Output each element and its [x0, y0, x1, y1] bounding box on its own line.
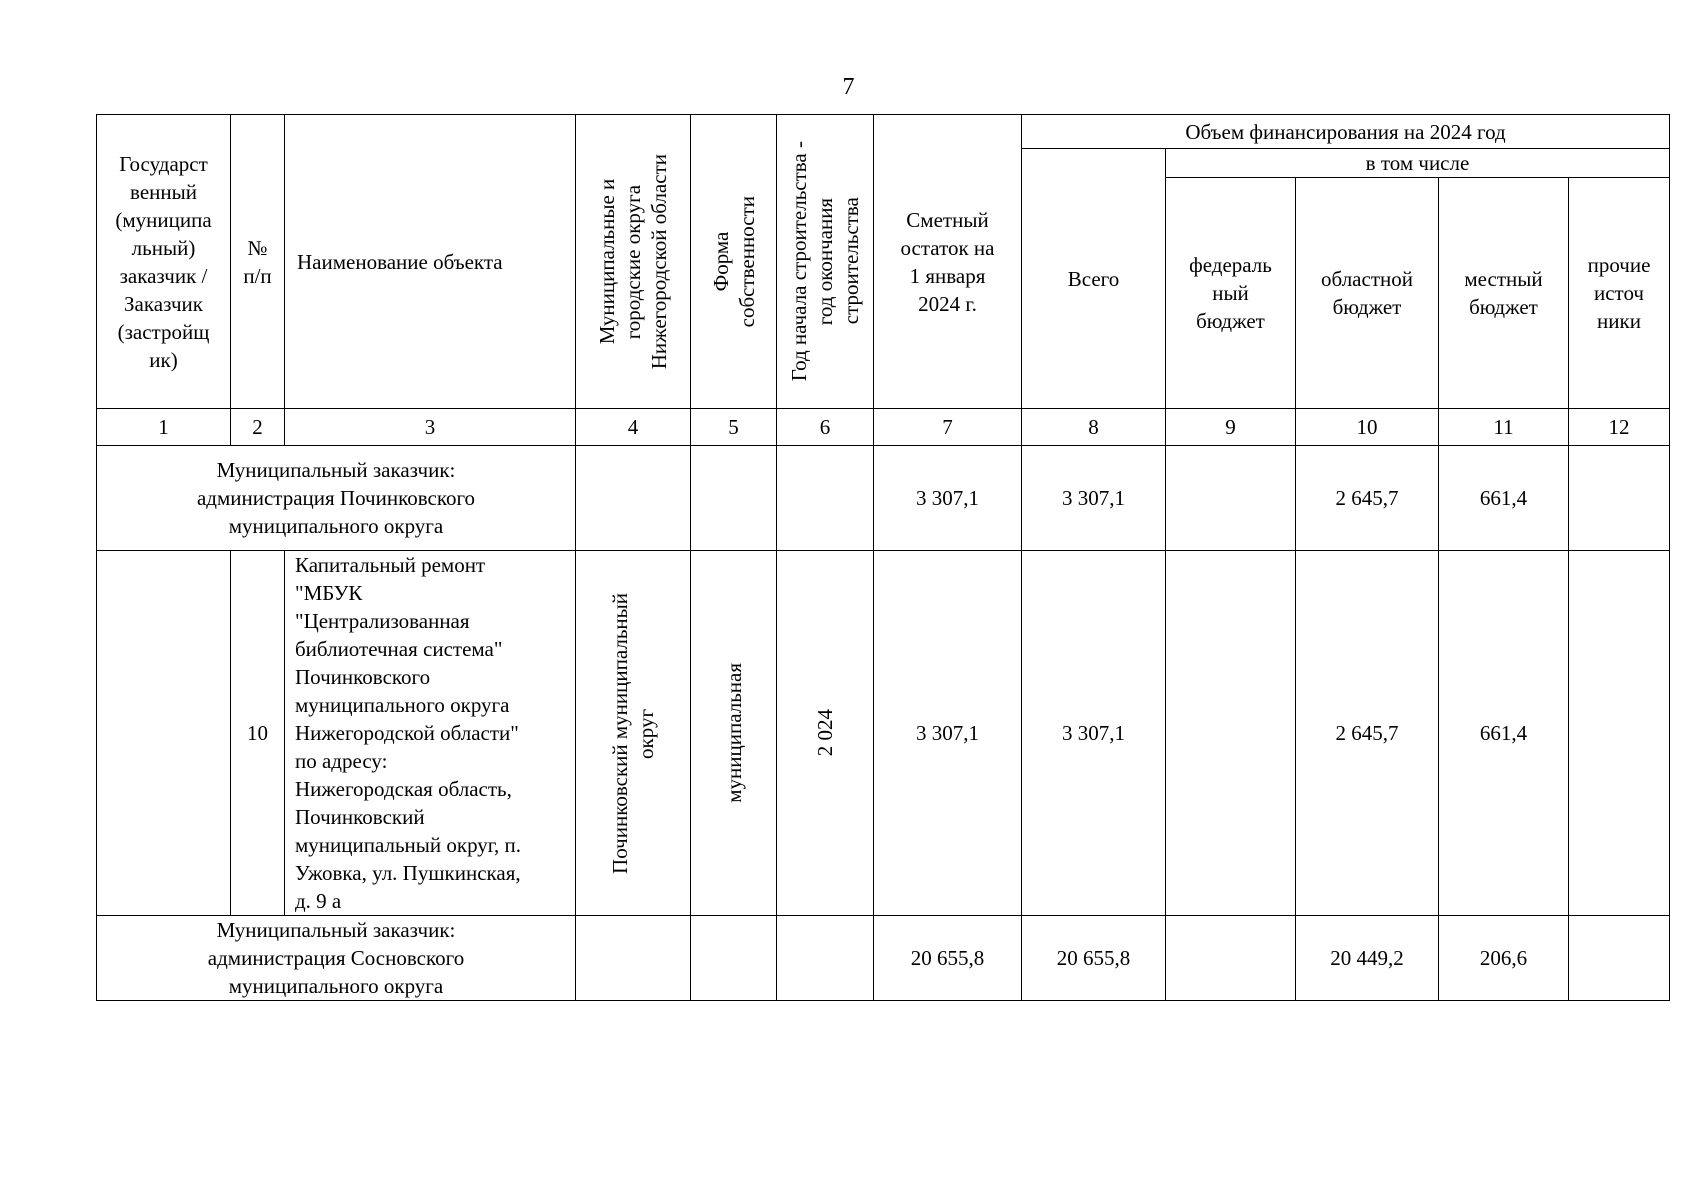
column-numbers-row: [97, 409, 1670, 446]
object-name: Капитальный ремонт "МБУК "Централизованная библиотечная система" Починковского муниципального округа Нижегородской области" по адресу: Нижегородская область, Починковский муниципальный округ, п. Ужовка, ул. Пушкинская, д. 9 а: [285, 551, 576, 916]
total-value: 20 655,8: [1022, 916, 1166, 1001]
header-total: Всего: [1022, 149, 1166, 409]
customer-row-pochinki: [97, 446, 1670, 551]
empty-cell: [576, 916, 691, 1001]
header-row-1: [97, 115, 1670, 149]
column-number: 8: [1022, 409, 1166, 446]
object-number: 10: [231, 551, 285, 916]
empty-cell: [777, 446, 874, 551]
column-number: 11: [1439, 409, 1569, 446]
column-number: 9: [1166, 409, 1296, 446]
other-value: [1569, 446, 1670, 551]
column-number: 10: [1296, 409, 1439, 446]
total-value: 3 307,1: [1022, 446, 1166, 551]
object-district: Починковский муниципальный округ: [576, 551, 691, 916]
local-value: 661,4: [1439, 551, 1569, 916]
customer-row-sosnovskoe: [97, 916, 1670, 1001]
header-federal: федераль ный бюджет: [1166, 178, 1296, 409]
header-other: прочие источ ники: [1569, 178, 1670, 409]
object-row: [97, 551, 1670, 916]
regional-value: 20 449,2: [1296, 916, 1439, 1001]
header-num: № п/п: [231, 115, 285, 409]
column-number: 4: [576, 409, 691, 446]
empty-cell: [97, 551, 231, 916]
local-value: 661,4: [1439, 446, 1569, 551]
estimate-value: 3 307,1: [874, 446, 1022, 551]
header-years: Год начала строительства - год окончания строительства: [777, 115, 874, 409]
federal-value: [1166, 446, 1296, 551]
federal-value: [1166, 551, 1296, 916]
column-number: 12: [1569, 409, 1670, 446]
column-number: 1: [97, 409, 231, 446]
column-number: 5: [691, 409, 777, 446]
column-number: 3: [285, 409, 576, 446]
empty-cell: [576, 446, 691, 551]
customer-name: Муниципальный заказчик: администрация Сосновского муниципального округа: [97, 916, 576, 1001]
regional-value: 2 645,7: [1296, 551, 1439, 916]
header-including: в том числе: [1166, 149, 1670, 178]
empty-cell: [691, 446, 777, 551]
object-ownership: муниципальная: [691, 551, 777, 916]
header-object-name: Наименование объекта: [285, 115, 576, 409]
header-regional: областной бюджет: [1296, 178, 1439, 409]
column-number: 2: [231, 409, 285, 446]
estimate-value: 3 307,1: [874, 551, 1022, 916]
column-number: 7: [874, 409, 1022, 446]
header-districts: Муниципальные и городские округа Нижегородской области: [576, 115, 691, 409]
header-estimate: Сметный остаток на 1 января 2024 г.: [874, 115, 1022, 409]
page-number: 7: [842, 74, 855, 100]
local-value: 206,6: [1439, 916, 1569, 1001]
other-value: [1569, 551, 1670, 916]
header-ownership: Форма собственности: [691, 115, 777, 409]
estimate-value: 20 655,8: [874, 916, 1022, 1001]
empty-cell: [691, 916, 777, 1001]
total-value: 3 307,1: [1022, 551, 1166, 916]
financing-table: [96, 114, 1670, 1001]
federal-value: [1166, 916, 1296, 1001]
header-local: местный бюджет: [1439, 178, 1569, 409]
header-funding: Объем финансирования на 2024 год: [1022, 115, 1670, 149]
header-customer: Государст венный (муниципа льный) заказчик / Заказчик (застройщ ик): [97, 115, 231, 409]
empty-cell: [777, 916, 874, 1001]
object-years: 2 024: [777, 551, 874, 916]
column-number: 6: [777, 409, 874, 446]
other-value: [1569, 916, 1670, 1001]
regional-value: 2 645,7: [1296, 446, 1439, 551]
customer-name: Муниципальный заказчик: администрация Починковского муниципального округа: [97, 446, 576, 551]
